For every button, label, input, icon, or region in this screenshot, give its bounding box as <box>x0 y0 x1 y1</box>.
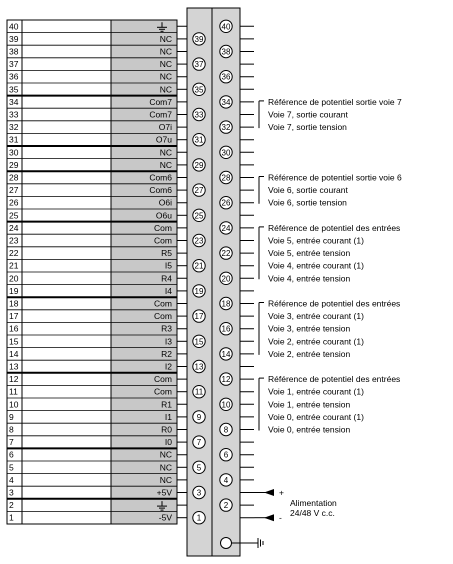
svg-text:5: 5 <box>196 463 202 473</box>
annotation-group <box>259 173 402 208</box>
pin-number: 21 <box>9 260 19 271</box>
signal-label: O7i <box>158 122 172 133</box>
pin-number: 12 <box>9 374 19 385</box>
pin-number: 37 <box>9 59 19 70</box>
signal-label: Com7 <box>149 109 172 120</box>
terminal-pin <box>220 96 232 108</box>
svg-text:32: 32 <box>221 123 231 133</box>
annotation-line: Voie 6, sortie tension <box>268 197 347 208</box>
signal-label: NC <box>159 59 172 70</box>
terminal-pin <box>193 33 205 45</box>
svg-text:15: 15 <box>194 337 204 347</box>
svg-text:21: 21 <box>194 261 204 271</box>
signal-annotations <box>259 97 402 435</box>
svg-text:6: 6 <box>223 450 229 460</box>
pin-number: 7 <box>9 437 14 448</box>
terminal-pin <box>193 461 205 473</box>
signal-label: Com <box>154 235 172 246</box>
annotation-line: Voie 2, entrée tension <box>268 348 351 359</box>
pin-number: 39 <box>9 33 19 44</box>
supply-minus <box>254 513 282 523</box>
pin-number: 19 <box>9 285 19 296</box>
terminal-pin <box>193 512 205 524</box>
power-supply <box>254 488 337 523</box>
annotation-group <box>259 97 402 132</box>
annotation-line: Référence de potentiel des entrées <box>268 222 401 233</box>
svg-text:18: 18 <box>221 299 231 309</box>
terminal-pin <box>193 411 205 423</box>
terminal-pin <box>220 398 232 410</box>
signal-label: Com6 <box>149 185 172 196</box>
signal-label: R3 <box>161 323 172 334</box>
signal-label: Com <box>154 222 172 233</box>
annotation-line: Voie 6, sortie courant <box>268 185 348 196</box>
terminal-pin <box>220 272 232 284</box>
terminal-pin <box>220 323 232 335</box>
terminal-pin <box>193 209 205 221</box>
signal-label: R0 <box>161 424 172 435</box>
pin-number: 8 <box>9 424 14 435</box>
pin-number: 23 <box>9 235 19 246</box>
svg-text:31: 31 <box>194 135 204 145</box>
svg-text:3: 3 <box>196 488 202 498</box>
pin-number: 3 <box>9 487 14 498</box>
terminal-pin <box>193 83 205 95</box>
svg-text:+: + <box>279 487 284 498</box>
pin-number: 6 <box>9 449 14 460</box>
svg-text:23: 23 <box>194 236 204 246</box>
signal-label: O7u <box>155 134 172 145</box>
signal-label: R4 <box>161 273 172 284</box>
pin-number: 36 <box>9 71 19 82</box>
signal-label: NC <box>159 474 172 485</box>
signal-label: NC <box>159 449 172 460</box>
annotation-line: Voie 7, sortie courant <box>268 109 348 120</box>
pin-number: 14 <box>9 348 19 359</box>
svg-text:-: - <box>279 512 282 523</box>
svg-text:19: 19 <box>194 286 204 296</box>
signal-label: I1 <box>164 411 172 422</box>
svg-text:9: 9 <box>196 412 202 422</box>
annotation-group <box>259 223 400 283</box>
pin-number: 32 <box>9 122 19 133</box>
terminal-pin <box>193 310 205 322</box>
annotation-line: Référence de potentiel des entrées <box>268 374 401 385</box>
terminal-pin <box>220 449 232 461</box>
pin-number: 5 <box>9 462 14 473</box>
pin-number: 29 <box>9 159 19 170</box>
signal-label: NC <box>159 46 172 57</box>
pin-number: 38 <box>9 46 19 57</box>
annotation-line: Voie 1, entrée tension <box>268 399 351 410</box>
annotation-line: Voie 0, entrée tension <box>268 424 351 435</box>
svg-text:1: 1 <box>196 513 202 523</box>
pin-number: 25 <box>9 210 19 221</box>
svg-text:22: 22 <box>221 249 231 259</box>
terminal-pin <box>193 285 205 297</box>
svg-text:7: 7 <box>196 438 202 448</box>
signal-label: Com <box>154 298 172 309</box>
svg-text:30: 30 <box>221 148 231 158</box>
pin-number: 27 <box>9 185 19 196</box>
svg-text:29: 29 <box>194 160 204 170</box>
pin-number: 16 <box>9 323 19 334</box>
terminal-pin <box>220 171 232 183</box>
svg-text:13: 13 <box>194 362 204 372</box>
pin-number: 22 <box>9 248 19 259</box>
terminal-pin <box>193 234 205 246</box>
signal-label: I2 <box>164 361 172 372</box>
signal-label: O6u <box>155 210 172 221</box>
annotation-line: Référence de potentiel des entrées <box>268 298 401 309</box>
pin-number: 4 <box>9 474 14 485</box>
signal-label: R1 <box>161 399 172 410</box>
annotation-line: Voie 3, entrée tension <box>268 323 351 334</box>
svg-text:4: 4 <box>223 475 229 485</box>
pin-number: 17 <box>9 311 19 322</box>
terminal-pin <box>220 474 232 486</box>
svg-text:16: 16 <box>221 324 231 334</box>
signal-label: NC <box>159 84 172 95</box>
pin-number: 28 <box>9 172 19 183</box>
terminal-pin <box>220 373 232 385</box>
svg-text:20: 20 <box>221 274 231 284</box>
annotation-line: Voie 4, entrée courant (1) <box>268 260 364 271</box>
terminal-pin <box>193 436 205 448</box>
terminal-pin <box>193 486 205 498</box>
terminal-pin <box>220 71 232 83</box>
signal-label: +5V <box>156 487 172 498</box>
pin-number: 30 <box>9 147 19 158</box>
pin-number: 15 <box>9 336 19 347</box>
signal-label: I0 <box>164 437 172 448</box>
svg-text:26: 26 <box>221 198 231 208</box>
svg-text:40: 40 <box>221 22 231 32</box>
terminal-pin <box>220 197 232 209</box>
svg-text:38: 38 <box>221 47 231 57</box>
svg-text:11: 11 <box>194 387 204 397</box>
terminal-pin <box>220 348 232 360</box>
svg-text:36: 36 <box>221 72 231 82</box>
annotation-group <box>259 299 400 359</box>
signal-label: Com <box>154 311 172 322</box>
svg-text:25: 25 <box>194 211 204 221</box>
annotation-line: Voie 5, entrée courant (1) <box>268 235 364 246</box>
signal-label: NC <box>159 33 172 44</box>
pin-number: 33 <box>9 109 19 120</box>
svg-text:34: 34 <box>221 97 231 107</box>
annotation-line: Voie 2, entrée courant (1) <box>268 336 364 347</box>
signal-label: NC <box>159 71 172 82</box>
terminal-pin <box>193 58 205 70</box>
svg-text:39: 39 <box>194 34 204 44</box>
annotation-line: Voie 1, entrée courant (1) <box>268 386 364 397</box>
pin-number: 35 <box>9 84 19 95</box>
annotation-line: Voie 5, entrée tension <box>268 248 351 259</box>
signal-label: NC <box>159 159 172 170</box>
pin-number: 34 <box>9 96 19 107</box>
svg-text:10: 10 <box>221 400 231 410</box>
terminal-block <box>187 8 263 556</box>
annotation-line: Référence de potentiel sortie voie 6 <box>268 172 402 183</box>
svg-text:27: 27 <box>194 186 204 196</box>
pin-number: 13 <box>9 361 19 372</box>
terminal-pin <box>193 184 205 196</box>
terminal-pin <box>220 423 232 435</box>
connector-table <box>7 20 177 524</box>
signal-label: R5 <box>161 248 172 259</box>
terminal-pin <box>220 297 232 309</box>
signal-label: Com7 <box>149 96 172 107</box>
terminal-pin <box>193 335 205 347</box>
terminal-pin <box>220 121 232 133</box>
signal-label: Com <box>154 374 172 385</box>
terminal-pin <box>220 222 232 234</box>
terminal-pin <box>220 45 232 57</box>
terminal-pin <box>193 386 205 398</box>
terminal-pin <box>193 159 205 171</box>
supply-voltage: 24/48 V c.c. <box>290 508 335 519</box>
signal-label: Com <box>154 386 172 397</box>
pin-number: 24 <box>9 222 19 233</box>
svg-text:28: 28 <box>221 173 231 183</box>
pin-number: 1 <box>9 512 14 523</box>
signal-label: I5 <box>164 260 172 271</box>
svg-text:33: 33 <box>194 110 204 120</box>
pin-number: 9 <box>9 411 14 422</box>
svg-text:35: 35 <box>194 85 204 95</box>
svg-text:14: 14 <box>221 349 231 359</box>
annotation-line: Voie 3, entrée courant (1) <box>268 311 364 322</box>
pin-number: 40 <box>9 21 19 32</box>
supply-label: Alimentation <box>290 498 337 509</box>
svg-text:24: 24 <box>221 223 231 233</box>
signal-label: Com6 <box>149 172 172 183</box>
pin-number: 26 <box>9 197 19 208</box>
chassis-ground-icon <box>258 538 263 548</box>
svg-text:17: 17 <box>194 312 204 322</box>
signal-label: I3 <box>164 336 172 347</box>
pin-number: 2 <box>9 500 14 511</box>
terminal-pin <box>193 360 205 372</box>
annotation-line: Voie 4, entrée tension <box>268 273 351 284</box>
pin-number: 10 <box>9 399 19 410</box>
annotation-line: Voie 7, sortie tension <box>268 122 347 133</box>
annotation-group <box>259 374 400 434</box>
terminal-pin <box>193 260 205 272</box>
signal-label: NC <box>159 462 172 473</box>
pin-number: 20 <box>9 273 19 284</box>
svg-text:12: 12 <box>221 375 231 385</box>
supply-plus <box>254 488 284 498</box>
svg-text:2: 2 <box>223 501 229 511</box>
annotation-line: Référence de potentiel sortie voie 7 <box>268 96 402 107</box>
terminal-pin <box>220 20 232 32</box>
terminal-pin <box>220 247 232 259</box>
terminal-pin <box>220 146 232 158</box>
signal-label: I4 <box>164 285 172 296</box>
svg-text:37: 37 <box>194 60 204 70</box>
annotation-line: Voie 0, entrée courant (1) <box>268 411 364 422</box>
pin-number: 31 <box>9 134 19 145</box>
terminal-pin <box>193 134 205 146</box>
signal-label: -5V <box>158 512 172 523</box>
signal-label: O6i <box>158 197 172 208</box>
pin-number: 11 <box>9 386 18 397</box>
terminal-pin <box>220 499 232 511</box>
signal-label: NC <box>159 147 172 158</box>
signal-label: R2 <box>161 348 172 359</box>
pin-number: 18 <box>9 298 19 309</box>
terminal-pin <box>193 108 205 120</box>
svg-text:8: 8 <box>223 425 229 435</box>
